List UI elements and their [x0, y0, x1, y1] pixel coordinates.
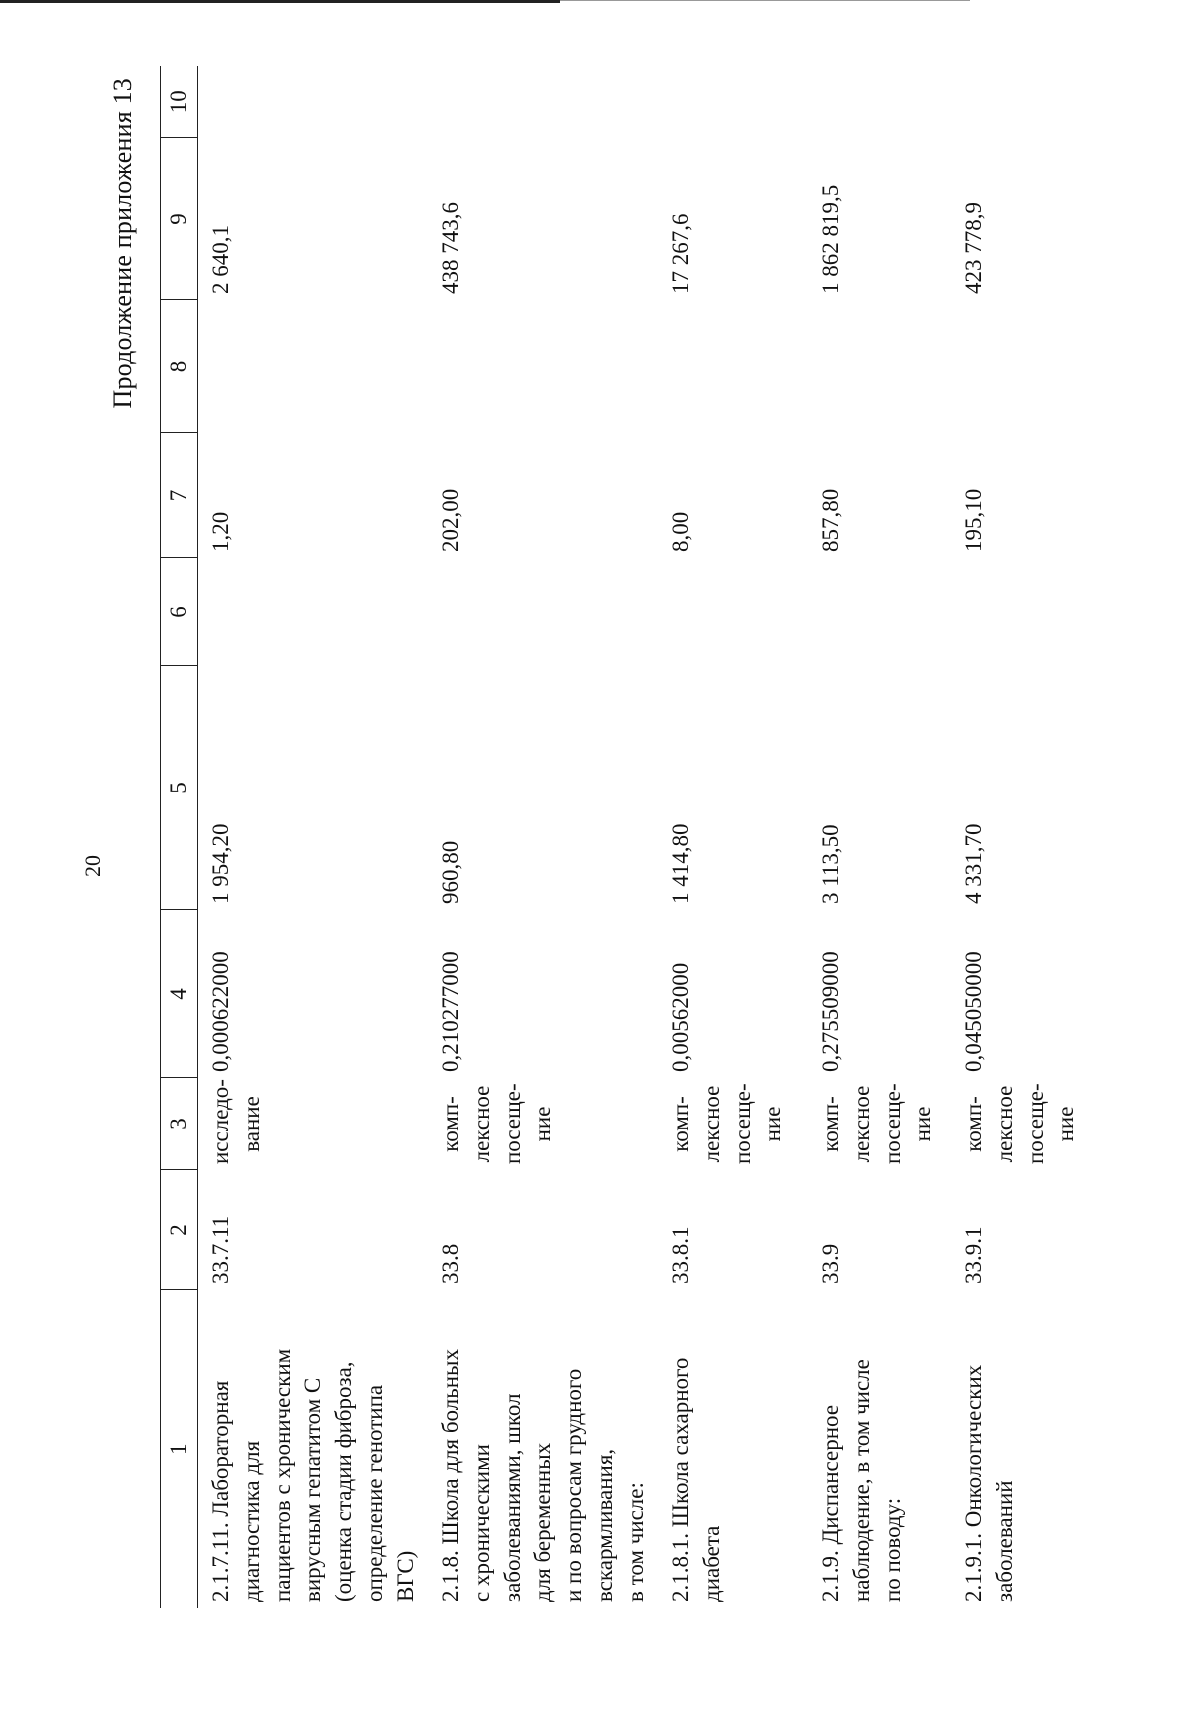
table-row [198, 66, 429, 1608]
row-col7: 195,10 [961, 488, 986, 552]
unit-line: комп- [818, 1096, 843, 1152]
table-row [808, 66, 951, 1608]
row-norm: 0,000622000 [208, 951, 233, 1072]
description-line: заболеваниями, школ [499, 1393, 525, 1602]
description-line: определение генотипа [362, 1384, 388, 1602]
row-col10 [198, 66, 429, 138]
row-col8 [428, 300, 658, 433]
row-col7: 8,00 [668, 511, 693, 552]
description-line: по поводу: [879, 1497, 905, 1602]
row-cost: 3 113,50 [818, 824, 843, 904]
description-line: 2.1.7.11. Лабораторная [208, 1380, 233, 1602]
row-col8 [658, 300, 808, 433]
description-line: ВГС) [392, 1550, 418, 1602]
row-col6 [198, 558, 429, 666]
row-col10 [808, 66, 951, 138]
row-code: 33.8 [438, 1243, 463, 1284]
row-col10 [428, 66, 658, 138]
row-norm: 0,210277000 [438, 951, 463, 1072]
row-col6 [808, 558, 951, 666]
row-description [198, 1290, 429, 1608]
description-line: вскармливания, [592, 1448, 618, 1602]
unit-line: посеще- [879, 1083, 905, 1164]
description-line: пациентов с хроническим [269, 1348, 295, 1602]
row-description [951, 1290, 1082, 1608]
row-cost: 960,80 [438, 840, 463, 904]
unit-line: лексное [468, 1085, 494, 1163]
row-total: 17 267,6 [668, 213, 693, 294]
unit-line: ние [530, 1106, 556, 1142]
description-line: в том числе: [622, 1482, 648, 1602]
unit-line: ние [1053, 1106, 1079, 1142]
row-col8 [198, 300, 429, 433]
row-unit [808, 1078, 951, 1170]
table-row [951, 66, 1082, 1608]
description-line: 2.1.8. Школа для больных [438, 1349, 463, 1602]
row-col8 [951, 300, 1082, 433]
row-cost: 4 331,70 [961, 823, 986, 904]
column-header: 8 [161, 300, 198, 433]
row-col7: 202,00 [438, 488, 463, 552]
description-line: 2.1.9.1. Онкологических [961, 1364, 986, 1602]
unit-line: лексное [698, 1085, 724, 1163]
unit-line: посеще- [729, 1083, 755, 1164]
unit-line: комп- [668, 1096, 693, 1152]
row-code: 33.7.11 [208, 1215, 233, 1284]
row-col8 [808, 300, 951, 433]
row-norm: 0,045050000 [961, 951, 986, 1072]
row-col6 [951, 558, 1082, 666]
row-col6 [658, 558, 808, 666]
row-cost: 1 414,80 [668, 823, 693, 904]
row-col10 [658, 66, 808, 138]
row-cost: 1 954,20 [208, 823, 233, 904]
column-header: 10 [161, 66, 198, 138]
row-unit [198, 1078, 429, 1170]
column-header: 2 [161, 1170, 198, 1290]
data-table [160, 66, 1082, 1608]
row-description [808, 1290, 951, 1608]
row-code: 33.9.1 [961, 1226, 986, 1284]
row-norm: 0,275509000 [818, 951, 843, 1072]
column-header: 3 [161, 1078, 198, 1170]
row-total: 1 862 819,5 [818, 184, 843, 294]
column-header: 6 [161, 558, 198, 666]
table-row [428, 66, 658, 1608]
column-header: 1 [161, 1290, 198, 1608]
row-col10 [951, 66, 1082, 138]
row-code: 33.8.1 [668, 1226, 693, 1284]
row-col7: 857,80 [818, 488, 843, 552]
description-line: вирусным гепатитом С [300, 1377, 326, 1602]
unit-line: комп- [961, 1096, 986, 1152]
unit-line: лексное [991, 1085, 1017, 1163]
column-header: 9 [161, 138, 198, 300]
row-col7: 1,20 [208, 511, 233, 552]
description-line: для беременных [530, 1442, 556, 1602]
row-col6 [428, 558, 658, 666]
unit-line: исследо- [208, 1079, 233, 1164]
continuation-label: Продолжение приложения 13 [108, 78, 137, 409]
description-line: с хроническими [468, 1444, 494, 1602]
unit-line: лексное [848, 1085, 874, 1163]
description-line: (оценка стадии фиброза, [331, 1361, 357, 1602]
description-line: и по вопросам грудного [561, 1368, 587, 1602]
description-line: диагностика для [238, 1440, 264, 1602]
table-row [658, 66, 808, 1608]
description-line: диабета [698, 1525, 724, 1602]
description-line: наблюдение, в том числе [848, 1359, 874, 1602]
row-description [658, 1290, 808, 1608]
row-unit [428, 1078, 658, 1170]
row-total: 2 640,1 [208, 225, 233, 294]
row-unit [951, 1078, 1082, 1170]
row-description [428, 1290, 658, 1608]
description-line: заболеваний [991, 1480, 1017, 1602]
description-line: 2.1.8.1. Школа сахарного [668, 1357, 693, 1602]
unit-line: посеще- [499, 1083, 525, 1164]
column-header: 5 [161, 666, 198, 910]
description-line: 2.1.9. Диспансерное [818, 1404, 843, 1602]
row-unit [658, 1078, 808, 1170]
unit-line: ние [760, 1106, 786, 1142]
unit-line: ние [910, 1106, 936, 1142]
unit-line: вание [238, 1096, 264, 1152]
row-norm: 0,00562000 [668, 962, 693, 1072]
row-total: 438 743,6 [438, 202, 463, 294]
row-code: 33.9 [818, 1243, 843, 1284]
column-header: 7 [161, 433, 198, 558]
column-header: 4 [161, 910, 198, 1078]
row-total: 423 778,9 [961, 202, 986, 294]
page-number: 20 [80, 855, 105, 877]
unit-line: посеще- [1022, 1083, 1048, 1164]
unit-line: комп- [438, 1096, 463, 1152]
table-header-row [161, 66, 198, 1608]
